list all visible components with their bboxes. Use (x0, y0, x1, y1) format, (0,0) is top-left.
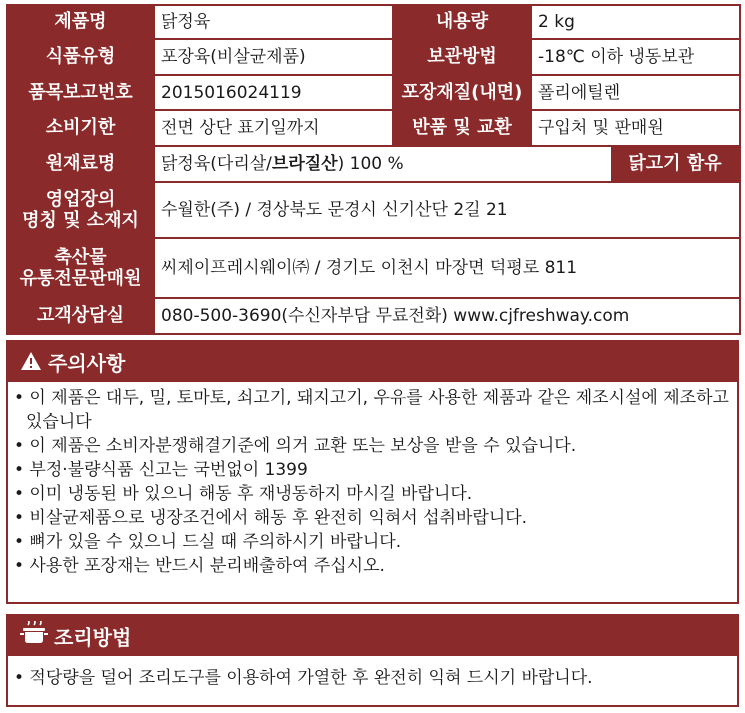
cooking-section (6, 614, 739, 707)
table-row (7, 39, 740, 75)
origin-country: 브라질산 (271, 154, 338, 174)
product-name-value: 닭정육 (154, 5, 393, 39)
table-row (7, 298, 740, 334)
list-item: • 이미 냉동된 바 있으니 해동 후 재냉동하지 마시길 바랍니다. (14, 484, 473, 504)
list-item: • 부정·불량식품 신고는 국번없이 1399 (14, 460, 308, 480)
allergen-tag: 닭고기 함유 (611, 147, 739, 181)
distributor-value: 씨제이프레시웨이㈜ / 경기도 이천시 마장면 덕평로 811 (154, 238, 740, 298)
table-row (7, 182, 740, 238)
customer-service-value: 080-500-3690(수신자부담 무료전화) www.cjfreshway.com (154, 298, 740, 334)
cooking-title: 조리방법 (54, 625, 132, 650)
table-row (7, 238, 740, 298)
caution-list (8, 382, 737, 584)
table-row (7, 75, 740, 110)
cooking-pot-icon (20, 618, 48, 658)
list-item: • 적당량을 덜어 조리도구를 이용하여 가열한 후 완전히 익혀 드시기 바랍니다. (14, 668, 593, 688)
cooking-list (8, 656, 737, 696)
table-row (7, 110, 740, 146)
return-label: 반품 및 교환 (393, 110, 531, 146)
return-value: 구입처 및 판매원 (531, 110, 740, 146)
ingredients-cell (154, 146, 740, 182)
warning-triangle-icon (20, 344, 42, 384)
ingredients-value: 닭정육(다리살/브라질산) 100 % (161, 154, 404, 174)
quantity-value: 2 kg (531, 5, 740, 39)
product-info-table (6, 4, 741, 335)
list-item: • 사용한 포장재는 반드시 분리배출하여 주십시오. (14, 556, 385, 576)
expiry-label: 소비기한 (7, 110, 154, 146)
customer-service-label: 고객상담실 (7, 298, 154, 334)
list-item: • 비살균제품으로 냉장조건에서 해동 후 완전히 익혀서 섭취바랍니다. (14, 508, 528, 528)
packaging-label: 포장재질(내면) (393, 75, 531, 110)
food-type-label: 식품유형 (7, 39, 154, 75)
expiry-value: 전면 상단 표기일까지 (154, 110, 393, 146)
storage-value: -18℃ 이하 냉동보관 (531, 39, 740, 75)
business-label: 영업장의 명칭 및 소재지 (7, 182, 154, 238)
list-item: • 이 제품은 소비자분쟁해결기준에 의거 교환 또는 보상을 받을 수 있습니다. (14, 436, 577, 456)
product-name-label: 제품명 (7, 5, 154, 39)
table-row (7, 146, 740, 182)
packaging-value: 폴리에틸렌 (531, 75, 740, 110)
report-no-label: 품목보고번호 (7, 75, 154, 110)
ingredients-label: 원재료명 (7, 146, 154, 182)
list-item: • 이 제품은 대두, 밀, 토마토, 쇠고기, 돼지고기, 우유를 사용한 제품과 같은 제조시설에 제조하고 있습니다 (14, 388, 729, 432)
caution-title: 주의사항 (48, 351, 126, 376)
storage-label: 보관방법 (393, 39, 531, 75)
list-item: • 뼈가 있을 수 있으니 드실 때 주의하시기 바랍니다. (14, 532, 402, 552)
quantity-label: 내용량 (393, 5, 531, 39)
food-type-value: 포장육(비살균제품) (154, 39, 393, 75)
caution-section (6, 340, 739, 604)
caution-header (8, 342, 737, 382)
table-row (7, 5, 740, 39)
distributor-label: 축산물 유통전문판매원 (7, 238, 154, 298)
report-no-value: 2015016024119 (154, 75, 393, 110)
cooking-header (8, 616, 737, 656)
business-value: 수월한(주) / 경상북도 문경시 신기산단 2길 21 (154, 182, 740, 238)
